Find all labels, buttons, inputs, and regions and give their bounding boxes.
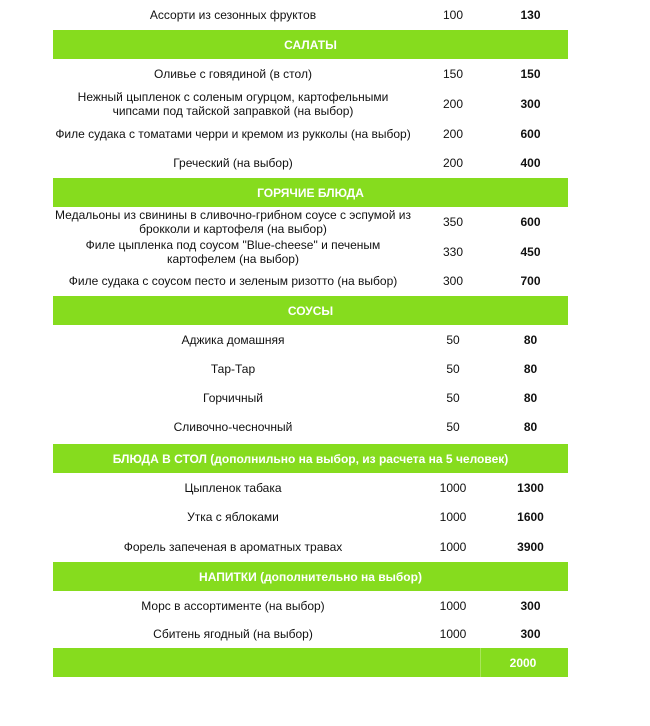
item-weight: 330 bbox=[442, 245, 464, 259]
item-name: Цыпленок табака bbox=[184, 480, 282, 495]
menu-row bbox=[53, 473, 568, 502]
menu-row bbox=[53, 502, 568, 532]
item-weight: 200 bbox=[442, 126, 464, 141]
menu-row bbox=[53, 267, 568, 295]
item-name: Утка с яблоками bbox=[187, 510, 279, 524]
section-header-drinks: НАПИТКИ (дополнительно на выбор) bbox=[53, 562, 568, 591]
item-weight: 200 bbox=[442, 155, 464, 170]
total-divider bbox=[480, 648, 481, 677]
menu-row bbox=[53, 325, 568, 354]
menu-row bbox=[53, 59, 568, 88]
menu-row bbox=[53, 119, 568, 148]
item-price: 3900 bbox=[517, 539, 544, 554]
item-price: 450 bbox=[520, 245, 541, 259]
item-price: 80 bbox=[523, 332, 538, 347]
menu-row bbox=[53, 237, 568, 267]
menu-row bbox=[53, 620, 568, 648]
item-weight: 1000 bbox=[439, 510, 467, 524]
item-price: 400 bbox=[520, 155, 541, 170]
menu-row bbox=[53, 591, 568, 620]
menu-row bbox=[53, 532, 568, 561]
item-price: 300 bbox=[520, 627, 541, 641]
item-name: Форель запеченая в ароматных травах bbox=[123, 539, 343, 554]
item-price: 80 bbox=[523, 390, 538, 405]
item-name: Горчичный bbox=[203, 390, 263, 405]
section-header-salads: САЛАТЫ bbox=[53, 30, 568, 59]
item-name: Филе цыпленка под соусом "Blue-cheese" и печеным картофелем (на выбор) bbox=[85, 238, 381, 266]
item-name: Нежный цыпленок с соленым огурцом, картофельными чипсами под тайской заправкой (на выбор) bbox=[77, 89, 389, 118]
item-name: Греческий (на выбор) bbox=[173, 155, 293, 170]
menu-row bbox=[53, 148, 568, 177]
section-header-hot-dishes: ГОРЯЧИЕ БЛЮДА bbox=[53, 178, 568, 207]
item-price: 700 bbox=[520, 274, 541, 288]
item-weight: 300 bbox=[442, 274, 464, 288]
item-weight: 350 bbox=[442, 215, 464, 229]
item-price: 1600 bbox=[517, 510, 544, 524]
item-name: Сливочно-чесночный bbox=[173, 420, 293, 434]
total-price: 2000 bbox=[509, 655, 537, 670]
menu-row bbox=[53, 207, 568, 237]
item-weight: 1000 bbox=[439, 480, 467, 495]
item-weight: 200 bbox=[442, 96, 464, 111]
item-price: 300 bbox=[520, 96, 541, 111]
item-name: Морс в ассортименте (на выбор) bbox=[141, 598, 325, 613]
menu-row bbox=[53, 0, 568, 29]
menu-row bbox=[53, 412, 568, 442]
section-header-sauces: СОУСЫ bbox=[53, 296, 568, 325]
item-price: 80 bbox=[523, 361, 538, 376]
item-weight: 1000 bbox=[439, 627, 467, 641]
item-name: Тар-Тар bbox=[210, 361, 256, 376]
total-row bbox=[53, 648, 568, 677]
item-weight: 100 bbox=[442, 7, 464, 22]
item-weight: 1000 bbox=[439, 598, 467, 613]
item-weight: 1000 bbox=[439, 539, 467, 554]
item-weight: 150 bbox=[442, 66, 464, 81]
item-weight: 50 bbox=[446, 361, 460, 376]
item-weight: 50 bbox=[446, 332, 460, 347]
item-price: 1300 bbox=[517, 480, 544, 495]
item-weight: 50 bbox=[446, 420, 460, 434]
menu-row bbox=[53, 88, 568, 119]
item-price: 600 bbox=[520, 215, 541, 229]
item-name: Медальоны из свинины в сливочно-грибном соусе с эспумой из брокколи и картофеля (на выбор) bbox=[55, 208, 411, 236]
item-name: Аджика домашняя bbox=[181, 332, 285, 347]
item-price: 80 bbox=[523, 420, 538, 434]
item-name: Ассорти из сезонных фруктов bbox=[149, 7, 317, 22]
item-price: 600 bbox=[520, 126, 541, 141]
section-header-table-dishes: БЛЮДА В СТОЛ (дополнильно на выбор, из расчета на 5 человек) bbox=[53, 444, 568, 473]
item-name: Сбитень ягодный (на выбор) bbox=[153, 627, 313, 641]
menu-row bbox=[53, 383, 568, 412]
item-price: 300 bbox=[520, 598, 541, 613]
item-weight: 50 bbox=[446, 390, 460, 405]
item-name: Филе судака с томатами черри и кремом из рукколы (на выбор) bbox=[55, 126, 411, 141]
item-name: Оливье с говядиной (в стол) bbox=[154, 66, 312, 81]
menu-row bbox=[53, 354, 568, 383]
item-name: Филе судака с соусом песто и зеленым ризотто (на выбор) bbox=[68, 274, 398, 288]
item-price: 150 bbox=[520, 66, 541, 81]
item-price: 130 bbox=[520, 7, 541, 22]
